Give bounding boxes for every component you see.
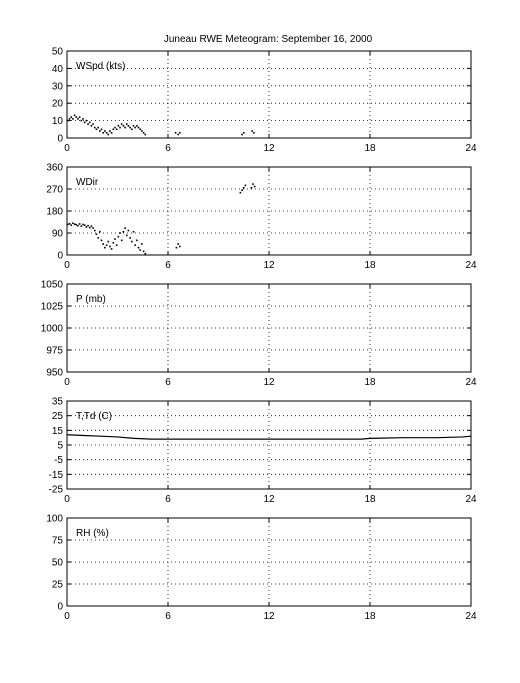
data-point: [253, 132, 255, 134]
data-point: [104, 247, 106, 249]
data-point: [144, 134, 146, 136]
data-point: [245, 185, 247, 187]
data-point: [128, 125, 130, 127]
y-tick-label: 10: [51, 116, 63, 128]
data-point: [91, 125, 93, 127]
data-point: [104, 130, 106, 132]
data-point: [177, 243, 179, 245]
data-point: [72, 222, 74, 224]
data-point: [133, 125, 135, 127]
data-point: [133, 231, 135, 233]
x-tick-label: 24: [465, 143, 477, 154]
x-tick-label: 12: [263, 260, 275, 271]
data-point: [69, 118, 71, 120]
data-point: [121, 240, 123, 242]
panel-label: WSpd (kts): [76, 61, 126, 72]
data-point: [91, 225, 93, 227]
x-tick-label: 6: [165, 494, 171, 505]
data-point: [70, 116, 72, 118]
data-point: [106, 244, 108, 246]
y-tick-label: 25: [51, 411, 63, 423]
data-point: [111, 248, 113, 250]
data-point: [119, 127, 121, 129]
panel-label: RH (%): [76, 528, 109, 539]
x-tick-label: 24: [465, 611, 477, 622]
y-tick-label: 950: [46, 367, 63, 379]
data-point: [96, 233, 98, 235]
data-point: [123, 125, 125, 127]
series-line: [67, 435, 471, 439]
x-tick-label: 0: [64, 260, 70, 271]
data-point: [84, 122, 86, 124]
data-point: [241, 134, 243, 136]
panel-4: [49, 397, 477, 506]
data-point: [102, 132, 104, 134]
data-point: [77, 118, 79, 120]
data-point: [176, 247, 178, 249]
data-point: [75, 116, 77, 118]
data-point: [143, 132, 145, 134]
y-tick-label: 25: [51, 579, 63, 591]
data-point: [177, 134, 179, 136]
data-point: [124, 127, 126, 129]
y-tick-label: 90: [51, 228, 63, 240]
data-point: [134, 244, 136, 246]
x-tick-label: 24: [465, 377, 477, 388]
panel-label: P (mb): [76, 294, 106, 305]
data-point: [179, 246, 181, 248]
data-point: [70, 224, 72, 226]
y-tick-label: 270: [46, 184, 63, 196]
data-point: [114, 238, 116, 240]
data-point: [84, 224, 86, 226]
data-point: [138, 247, 140, 249]
x-tick-label: 18: [364, 611, 376, 622]
chart-title: Juneau RWE Meteogram: September 16, 2000: [163, 34, 373, 45]
data-point: [129, 237, 131, 239]
panel-5: [46, 514, 477, 623]
data-point: [138, 127, 140, 129]
data-point: [92, 123, 94, 125]
data-point: [126, 235, 128, 237]
data-point: [77, 225, 79, 227]
x-tick-label: 0: [64, 143, 70, 154]
y-tick-label: 0: [57, 250, 63, 262]
data-point: [141, 130, 143, 132]
data-point: [254, 186, 256, 188]
data-point: [81, 225, 83, 227]
data-point: [82, 224, 84, 226]
y-tick-label: 1025: [40, 301, 63, 313]
data-point: [72, 118, 74, 120]
x-tick-label: 6: [165, 260, 171, 271]
x-tick-label: 12: [263, 494, 275, 505]
x-tick-label: 24: [465, 260, 477, 271]
data-point: [109, 246, 111, 248]
data-point: [111, 132, 113, 134]
data-point: [123, 231, 125, 233]
data-point: [67, 224, 69, 226]
data-point: [251, 187, 253, 189]
data-point: [81, 120, 83, 122]
panel-3: [41, 280, 477, 389]
x-tick-label: 0: [64, 494, 70, 505]
data-point: [134, 127, 136, 129]
data-point: [86, 226, 88, 228]
data-point: [94, 127, 96, 129]
data-point: [67, 120, 69, 122]
x-tick-label: 18: [364, 494, 376, 505]
data-point: [251, 130, 253, 132]
data-point: [79, 223, 81, 225]
data-point: [82, 118, 84, 120]
data-point: [101, 240, 103, 242]
data-point: [86, 120, 88, 122]
y-tick-label: 1000: [40, 323, 63, 335]
data-point: [128, 230, 130, 232]
data-point: [144, 253, 146, 255]
y-tick-label: 30: [51, 81, 63, 93]
data-point: [92, 227, 94, 229]
data-point: [136, 125, 138, 127]
y-tick-label: 975: [46, 345, 63, 357]
x-tick-label: 6: [165, 143, 171, 154]
data-point: [136, 240, 138, 242]
x-tick-label: 18: [364, 377, 376, 388]
data-point: [101, 129, 103, 131]
data-point: [99, 231, 101, 233]
y-tick-label: -5: [54, 455, 63, 467]
data-point: [97, 127, 99, 129]
data-point: [252, 183, 254, 185]
x-tick-label: 0: [64, 377, 70, 388]
y-tick-label: 20: [51, 98, 63, 110]
panel-2: [46, 163, 477, 272]
data-point: [112, 242, 114, 244]
data-point: [114, 127, 116, 129]
data-point: [141, 243, 143, 245]
data-point: [96, 129, 98, 131]
y-tick-label: 5: [57, 440, 63, 452]
data-point: [118, 236, 120, 238]
data-point: [74, 115, 76, 117]
data-point: [129, 127, 131, 129]
y-tick-label: 180: [46, 206, 63, 218]
data-point: [69, 223, 71, 225]
data-point: [94, 230, 96, 232]
data-point: [175, 132, 177, 134]
data-point: [116, 244, 118, 246]
y-tick-label: -15: [48, 469, 63, 481]
data-point: [87, 225, 89, 227]
y-tick-label: 0: [57, 133, 63, 145]
data-point: [139, 129, 141, 131]
data-point: [118, 125, 120, 127]
data-point: [139, 249, 141, 251]
data-point: [109, 130, 111, 132]
y-tick-label: 360: [46, 162, 63, 174]
x-tick-label: 6: [165, 377, 171, 388]
y-tick-label: 40: [51, 63, 63, 75]
data-point: [87, 123, 89, 125]
x-tick-label: 12: [263, 143, 275, 154]
data-point: [240, 192, 242, 194]
data-point: [179, 132, 181, 134]
y-tick-label: 50: [51, 46, 63, 58]
data-point: [131, 129, 133, 131]
panel-label: WDir: [76, 177, 99, 188]
y-tick-label: 0: [57, 601, 63, 613]
data-point: [74, 223, 76, 225]
x-tick-label: 6: [165, 611, 171, 622]
y-tick-label: 35: [51, 396, 63, 408]
data-point: [97, 237, 99, 239]
data-point: [131, 241, 133, 243]
data-point: [119, 232, 121, 234]
panel-1: [52, 47, 477, 155]
data-point: [106, 132, 108, 134]
data-point: [107, 241, 109, 243]
data-point: [143, 251, 145, 253]
x-tick-label: 24: [465, 494, 477, 505]
data-point: [102, 243, 104, 245]
x-tick-label: 12: [263, 611, 275, 622]
data-point: [112, 129, 114, 131]
x-tick-label: 18: [364, 260, 376, 271]
data-point: [121, 123, 123, 125]
data-point: [116, 129, 118, 131]
x-tick-label: 18: [364, 143, 376, 154]
y-tick-label: 15: [51, 425, 63, 437]
data-point: [89, 122, 91, 124]
x-tick-label: 12: [263, 377, 275, 388]
data-point: [124, 227, 126, 229]
data-point: [243, 132, 245, 134]
data-point: [241, 189, 243, 191]
y-tick-label: 1050: [40, 279, 63, 291]
data-point: [107, 134, 109, 136]
y-tick-label: 100: [46, 513, 63, 525]
data-point: [126, 123, 128, 125]
data-point: [79, 116, 81, 118]
y-tick-label: 75: [51, 535, 63, 547]
x-tick-label: 0: [64, 611, 70, 622]
panel-label: T,Td (C): [76, 411, 113, 422]
data-point: [75, 224, 77, 226]
y-tick-label: 50: [51, 557, 63, 569]
data-point: [89, 227, 91, 229]
plot-frame: [67, 51, 471, 138]
y-tick-label: -25: [48, 484, 63, 496]
data-point: [243, 187, 245, 189]
data-point: [99, 130, 101, 132]
